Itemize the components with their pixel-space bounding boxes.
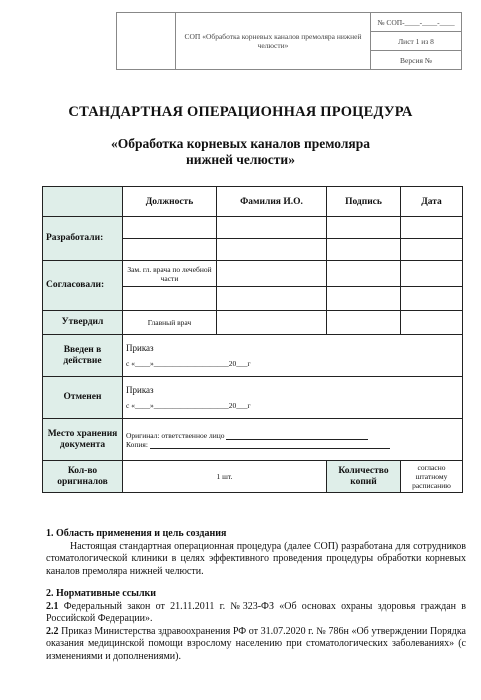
agreed-date-1[interactable]	[401, 261, 463, 287]
developed-position-1[interactable]	[123, 217, 217, 239]
approved-signature[interactable]	[327, 311, 401, 335]
cancelled-order-cell[interactable]	[123, 377, 463, 419]
agreed-name-2[interactable]	[217, 287, 327, 311]
developed-date-2[interactable]	[401, 239, 463, 261]
agreed-position-2[interactable]	[123, 287, 217, 311]
developed-signature-2[interactable]	[327, 239, 401, 261]
document-title: СТАНДАРТНАЯ ОПЕРАЦИОННАЯ ПРОЦЕДУРА	[68, 104, 413, 120]
storage-cell[interactable]	[123, 419, 463, 461]
section-1-text: Настоящая стандартная операционная процедура (далее СОП) разработана для сотрудников стоматологической клиники в целях эффективного проведения процедуры обработки корневых каналов премоляра нижней челюсти.	[46, 540, 466, 577]
column-header-name: Фамилия И.О.	[217, 187, 327, 217]
approved-name[interactable]	[217, 311, 327, 335]
approved-date[interactable]	[401, 311, 463, 335]
agreed-signature-2[interactable]	[327, 287, 401, 311]
document-subtitle	[0, 136, 481, 168]
section-scope	[46, 528, 466, 578]
reference-2-1: 2.1 Федеральный закон от 21.11.2011 г. №323-ФЗ «Об основах охраны здоровья граждан в Российской Федерации».	[46, 600, 466, 624]
sop-number: № СОП-____-____-____	[371, 13, 462, 32]
row-label-developed: Разработали:	[43, 217, 123, 261]
header-empty-cell	[43, 187, 123, 217]
approval-table	[42, 186, 463, 493]
introduced-order-cell[interactable]	[123, 335, 463, 377]
agreed-signature-1[interactable]	[327, 261, 401, 287]
section-1-heading: 1. Область применения и цель создания	[46, 528, 227, 539]
storage-copy-label: Копия:	[126, 439, 148, 449]
agreed-name-1[interactable]	[217, 261, 327, 287]
row-label-cancelled: Отменен	[43, 377, 123, 419]
row-label-introduced: Введен в действие	[43, 335, 123, 377]
reference-2-2: 2.2 Приказ Министерства здравоохранения РФ от 31.07.2020 г. № 786н «Об утверждении Порядка оказания медицинской помощи взрослому населению при стоматологических заболеваниях» (с изменениями и дополнениями).	[46, 625, 466, 662]
subtitle-line-2: нижней челюсти»	[186, 152, 295, 167]
developed-name-1[interactable]	[217, 217, 327, 239]
copies-value: согласно штатному расписанию	[401, 461, 463, 493]
row-label-storage: Место хранения документа	[43, 419, 123, 461]
introduced-order-date: с «____»____________________20___г	[126, 359, 251, 368]
logo-placeholder	[117, 13, 176, 70]
agreed-date-2[interactable]	[401, 287, 463, 311]
row-label-agreed: Согласовали:	[43, 261, 123, 311]
storage-copy-line	[150, 440, 390, 449]
developed-position-2[interactable]	[123, 239, 217, 261]
storage-original-label: Оригинал: ответственное лицо	[126, 430, 225, 440]
section-2-heading: 2. Нормативные ссылки	[46, 588, 157, 599]
sheet-number: Лист 1 из 8	[371, 32, 462, 51]
row-label-approved: Утвердил	[43, 311, 123, 335]
subtitle-line-1: «Обработка корневых каналов премоляра	[111, 136, 370, 151]
approved-position: Главный врач	[123, 311, 217, 335]
column-header-date: Дата	[401, 187, 463, 217]
originals-count: 1 шт.	[123, 461, 327, 493]
row-label-originals: Кол-во оригиналов	[43, 461, 123, 493]
storage-original-line	[226, 431, 368, 440]
developed-date-1[interactable]	[401, 217, 463, 239]
cancelled-order-date: с «____»____________________20___г	[126, 401, 251, 410]
sop-title-cell: СОП «Обработка корневых каналов премоляра нижней челюсти»	[176, 13, 371, 70]
developed-name-2[interactable]	[217, 239, 327, 261]
introduced-order-label: Приказ	[126, 343, 154, 353]
copies-label: Количество копий	[327, 461, 401, 493]
developed-signature-1[interactable]	[327, 217, 401, 239]
column-header-signature: Подпись	[327, 187, 401, 217]
cancelled-order-label: Приказ	[126, 385, 154, 395]
section-references	[46, 588, 466, 663]
agreed-position-1: Зам. гл. врача по лечебной части	[123, 261, 217, 287]
column-header-position: Должность	[123, 187, 217, 217]
version-number: Версия №	[371, 51, 462, 70]
document-header	[116, 12, 462, 70]
